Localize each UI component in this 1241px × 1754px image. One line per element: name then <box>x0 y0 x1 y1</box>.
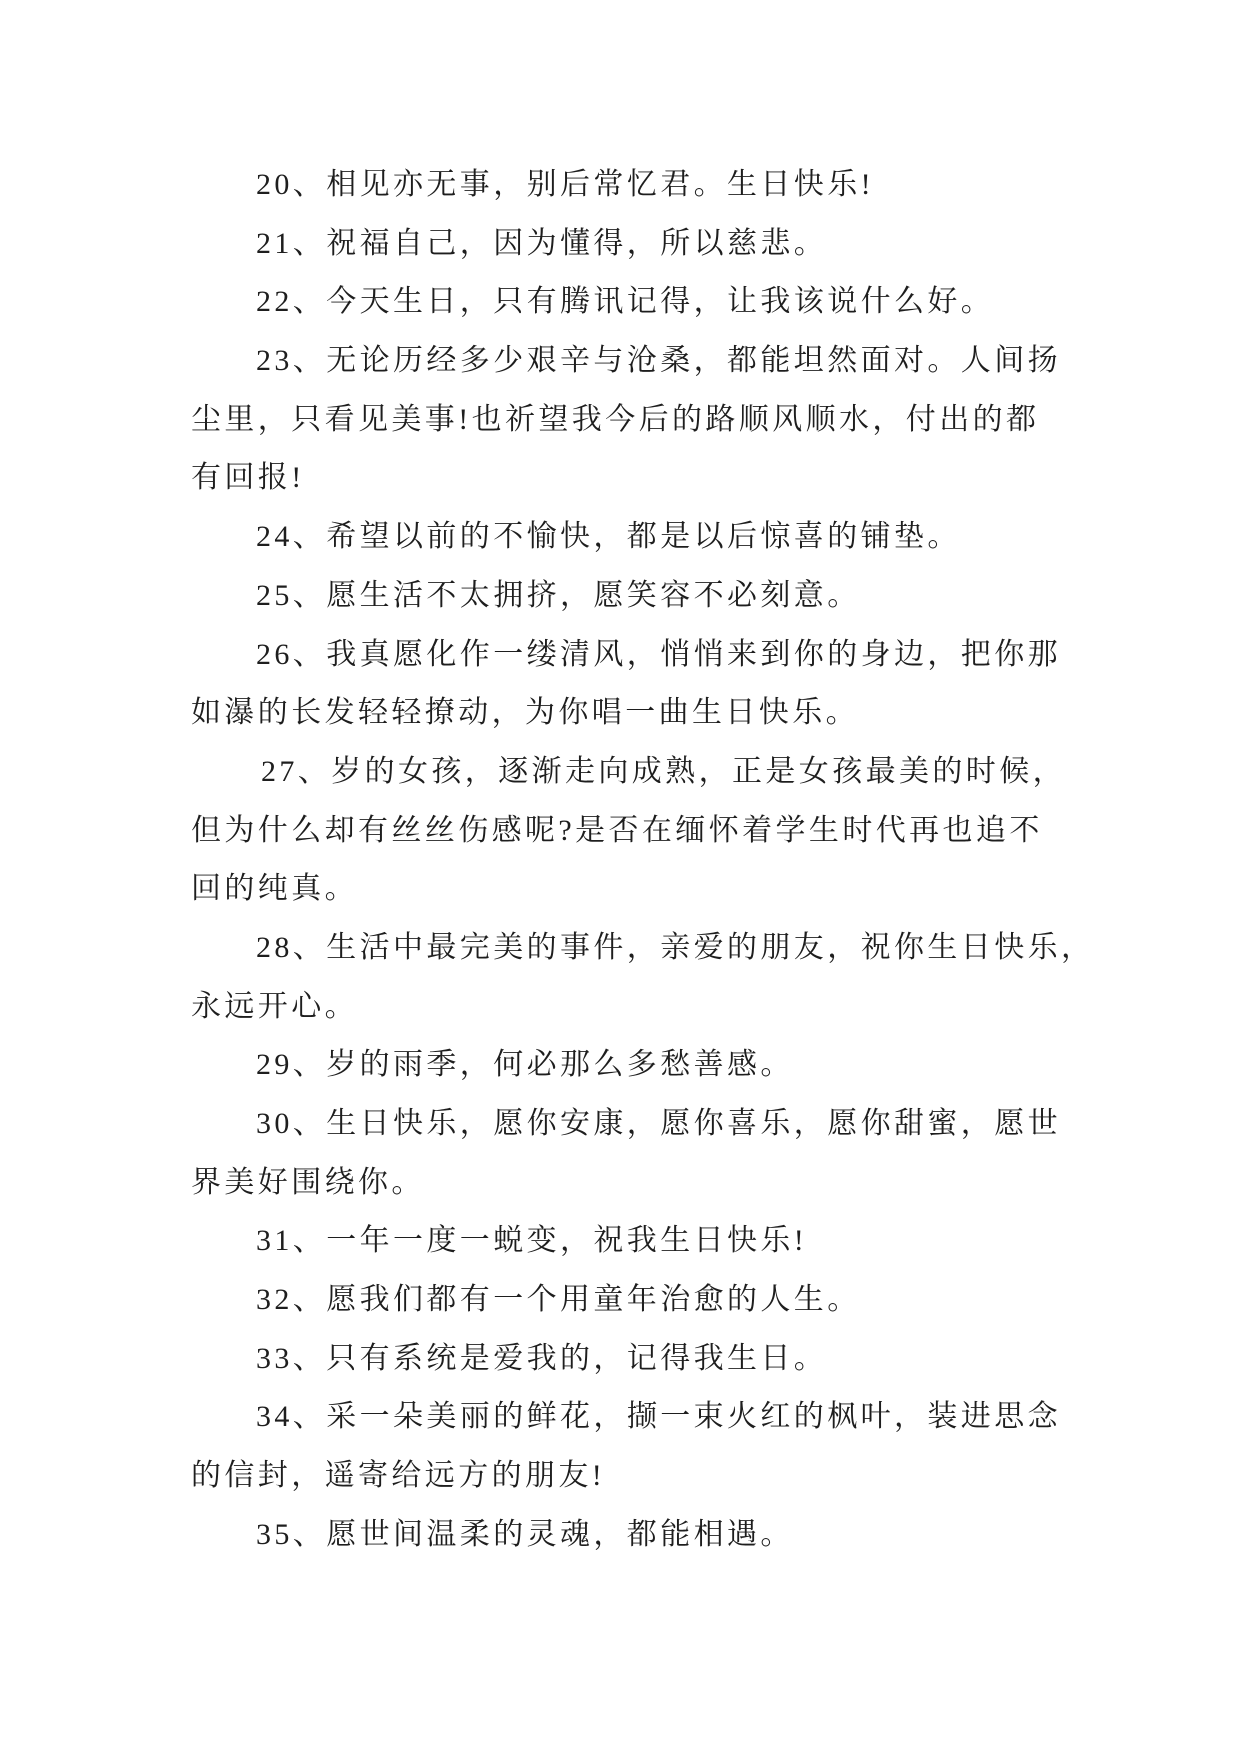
paragraph-20 <box>191 156 1191 215</box>
text-line: 34、采一朵美丽的鲜花，撷一束火红的枫叶，装进思念 <box>256 1400 1061 1434</box>
paragraph-27 <box>191 743 1191 919</box>
text-line: 有回报! <box>191 461 305 495</box>
text-line: 但为什么却有丝丝伤感呢?是否在缅怀着学生时代再也追不 <box>191 813 1043 847</box>
text-line: 31、一年一度一蜕变，祝我生日快乐! <box>256 1224 808 1258</box>
text-line: 27、岁的女孩，逐渐走向成熟，正是女孩最美的时候， <box>261 754 1066 788</box>
text-line: 26、我真愿化作一缕清风，悄悄来到你的身边，把你那 <box>256 637 1061 671</box>
paragraph-24 <box>191 508 1191 567</box>
text-line: 30、生日快乐，愿你安康，愿你喜乐，愿你甜蜜，愿世 <box>256 1107 1061 1140</box>
paragraph-31 <box>191 1212 1191 1271</box>
text-line: 界美好围绕你。 <box>191 1165 425 1199</box>
paragraph-34 <box>191 1388 1191 1505</box>
text-line: 23、无论历经多少艰辛与沧桑，都能坦然面对。人间扬 <box>256 344 1061 378</box>
paragraph-28 <box>191 919 1191 1036</box>
text-line: 29、岁的雨季，何必那么多愁善感。 <box>256 1048 794 1082</box>
text-line: 35、愿世间温柔的灵魂，都能相遇。 <box>256 1517 794 1551</box>
paragraph-33 <box>191 1330 1191 1389</box>
paragraph-29 <box>191 1036 1191 1095</box>
text-line: 的信封，遥寄给远方的朋友! <box>191 1459 606 1493</box>
text-line: 如瀑的长发轻轻撩动，为你唱一曲生日快乐。 <box>191 696 859 730</box>
paragraph-22 <box>191 273 1191 332</box>
document-body <box>191 156 1191 1565</box>
text-line: 28、生活中最完美的事件，亲爱的朋友，祝你生日快乐， <box>256 930 1095 964</box>
text-line: 尘里，只看见美事!也祈望我今后的路顺风顺水，付出的都 <box>191 402 1040 436</box>
paragraph-25 <box>191 567 1191 626</box>
text-line: 永远开心。 <box>191 989 358 1023</box>
paragraph-35 <box>191 1506 1191 1565</box>
text-line: 回的纯真。 <box>191 872 358 906</box>
text-line: 32、愿我们都有一个用童年治愈的人生。 <box>256 1283 861 1317</box>
paragraph-32 <box>191 1271 1191 1330</box>
text-line: 21、祝福自己，因为懂得，所以慈悲。 <box>256 226 828 260</box>
paragraph-26 <box>191 626 1191 743</box>
paragraph-23 <box>191 332 1191 508</box>
paragraph-21 <box>191 215 1191 274</box>
paragraph-30 <box>191 1095 1191 1212</box>
text-line: 24、希望以前的不愉快，都是以后惊喜的铺垫。 <box>256 520 961 554</box>
text-line: 20、相见亦无事，别后常忆君。生日快乐! <box>256 168 874 201</box>
text-line: 25、愿生活不太拥挤，愿笑容不必刻意。 <box>256 578 861 612</box>
text-line: 22、今天生日，只有腾讯记得，让我该说什么好。 <box>256 285 995 319</box>
text-line: 33、只有系统是爱我的，记得我生日。 <box>256 1341 828 1375</box>
